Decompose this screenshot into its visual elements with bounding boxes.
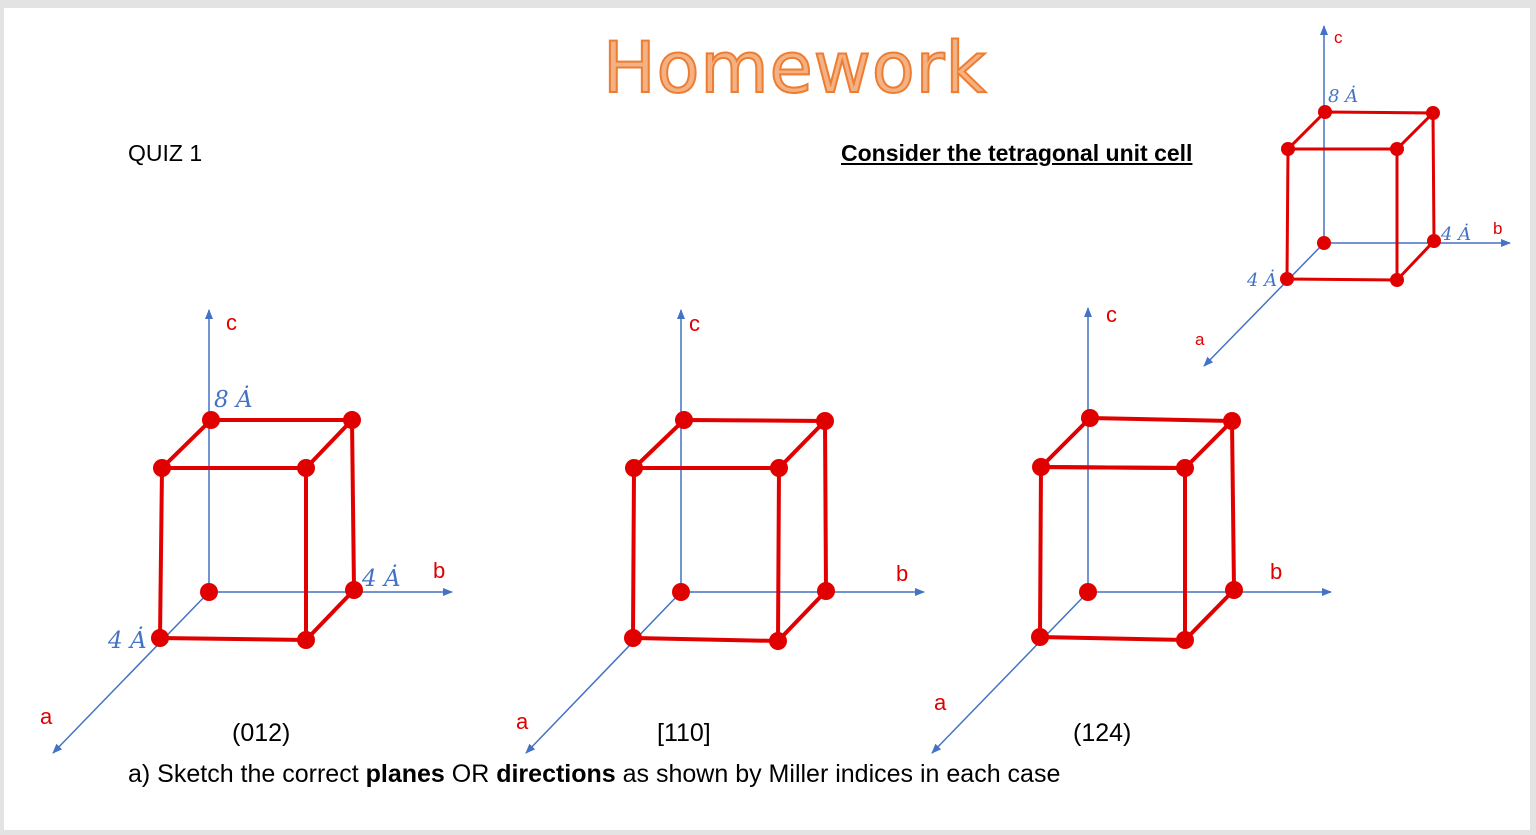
- instruction-suffix: as shown by Miller indices in each case: [615, 760, 1061, 788]
- miller-index-2: [110]: [657, 719, 711, 747]
- c-label-3: c: [1106, 302, 1117, 327]
- b-dimension-1: 4 Ȧ: [362, 566, 401, 592]
- c-dimension-ref: 8 Ȧ: [1328, 86, 1359, 107]
- instruction-prefix: a) Sketch the correct: [128, 760, 366, 788]
- instruction-bold-directions: directions: [496, 760, 616, 788]
- cell-edges-3: [1040, 418, 1234, 640]
- a-axis-1: [53, 592, 209, 753]
- c-label-1: c: [226, 310, 237, 335]
- cell-edges-ref: [1287, 112, 1434, 280]
- instruction-text: [128, 760, 1060, 789]
- cell-edges-2: [633, 420, 826, 641]
- reference-unit-cell: [1195, 26, 1510, 366]
- unit-cell-1: [40, 310, 452, 753]
- a-axis-3: [932, 592, 1088, 753]
- homework-title: Homework: [602, 27, 988, 109]
- a-label-ref: a: [1195, 330, 1205, 349]
- b-label-2: b: [896, 561, 909, 586]
- instruction-middle: OR: [444, 760, 497, 788]
- a-label-3: a: [934, 690, 947, 715]
- unit-cell-3: [932, 302, 1331, 753]
- miller-index-1: (012): [232, 719, 291, 747]
- a-label-2: a: [516, 709, 529, 734]
- a-dimension-ref: 4 Ȧ: [1247, 270, 1278, 291]
- miller-index-3: (124): [1073, 719, 1132, 747]
- b-label-3: b: [1270, 559, 1283, 584]
- quiz-label: QUIZ 1: [128, 140, 203, 166]
- b-dimension-ref: 4 Ȧ: [1441, 224, 1472, 245]
- a-dimension-1: 4 Ȧ: [108, 628, 147, 654]
- a-axis-ref: [1204, 243, 1324, 366]
- instruction-bold-planes: planes: [365, 760, 445, 788]
- a-label-1: a: [40, 704, 53, 729]
- c-label-ref: c: [1334, 28, 1343, 47]
- unit-cell-heading: Consider the tetragonal unit cell: [841, 140, 1193, 166]
- b-label-ref: b: [1493, 219, 1503, 238]
- c-label-2: c: [689, 311, 700, 336]
- b-label-1: b: [433, 558, 446, 583]
- unit-cell-2: [516, 310, 924, 753]
- cell-edges-1: [160, 420, 354, 640]
- c-dimension-1: 8 Ȧ: [214, 387, 253, 413]
